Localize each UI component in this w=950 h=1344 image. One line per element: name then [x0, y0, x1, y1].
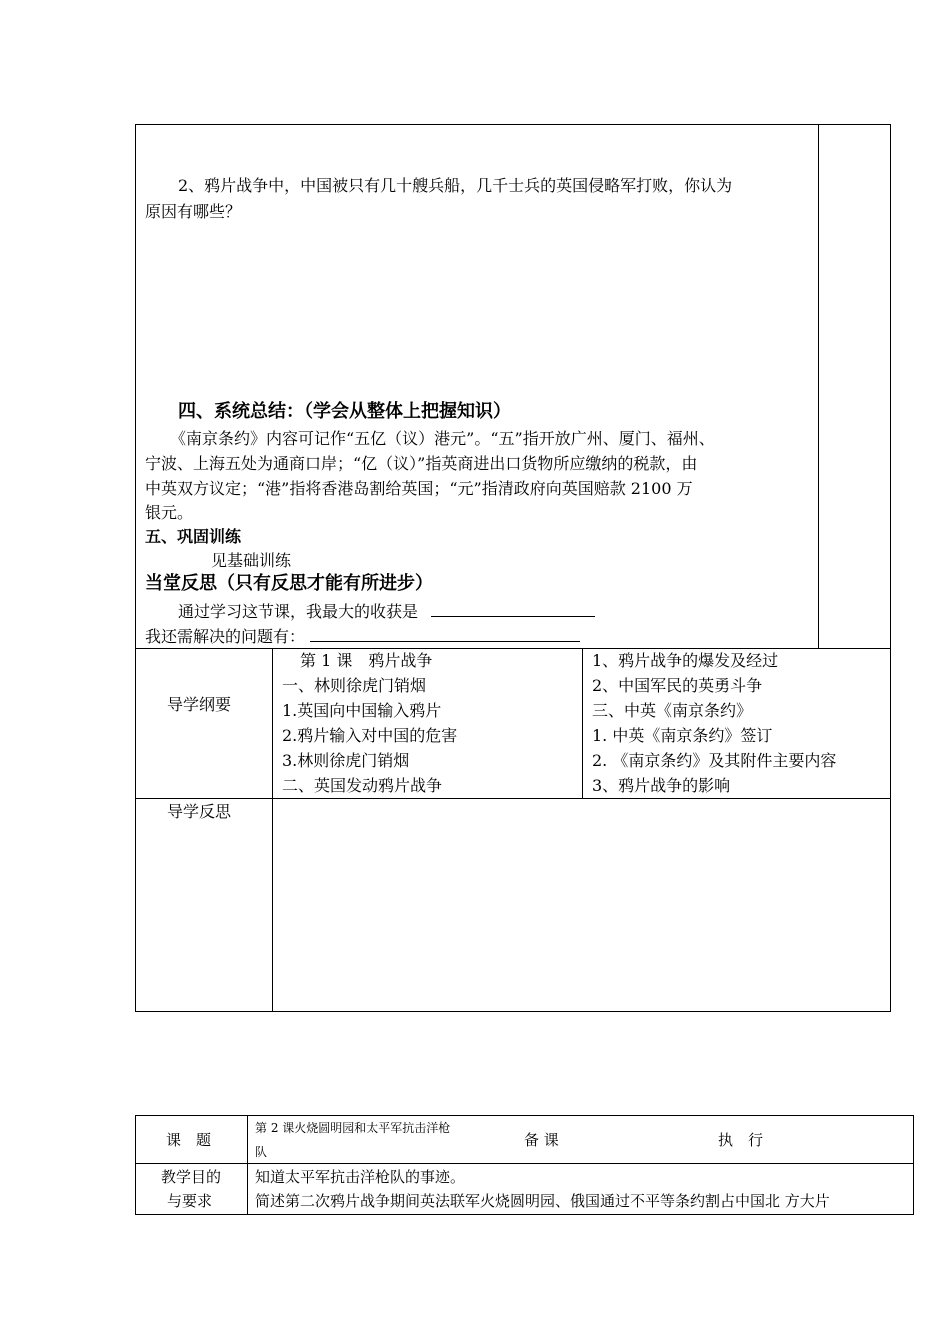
outline-left-item: 3.林则徐虎门销烟	[282, 751, 410, 770]
goal-line-1: 知道太平军抗击洋枪队的事迹。	[255, 1168, 466, 1186]
lesson2-label-divider	[247, 1115, 248, 1215]
exec-label: 执 行	[718, 1131, 764, 1149]
guide-reflection-label: 导学反思	[167, 802, 232, 821]
practice-heading: 五、巩固训练	[145, 527, 242, 546]
lesson2-border-top	[135, 1115, 914, 1116]
lesson2-row-divider	[135, 1163, 914, 1164]
topic-label: 课 题	[166, 1131, 212, 1149]
outline-right-item: 1. 中英《南京条约》签订	[592, 726, 773, 745]
lesson2-border-left	[135, 1115, 136, 1215]
reflection-heading: 当堂反思（只有反思才能有所进步）	[145, 573, 433, 594]
summary-line-1: 《南京条约》内容可记作“五亿（议）港元”。“五”指开放广州、厦门、福州、	[170, 429, 715, 448]
table-border-bottom	[135, 1011, 891, 1012]
table-border-left	[135, 124, 136, 1012]
problem-answer-blank[interactable]	[310, 625, 580, 642]
summary-line-3: 中英双方议定；“港”指将香港岛割给英国；“元”指清政府向英国赔款 2100 万	[145, 479, 693, 498]
gain-answer-blank[interactable]	[431, 600, 595, 617]
goal-label-line-2: 与要求	[167, 1192, 213, 1210]
summary-line-2: 宁波、上海五处为通商口岸；“亿（议）”指英商进出口货物所应缴纳的税款，由	[145, 454, 698, 473]
outline-label: 导学纲要	[167, 695, 232, 714]
reflection-problem	[145, 625, 580, 647]
goal-label-line-1: 教学目的	[161, 1168, 222, 1186]
outline-right-item: 2. 《南京条约》及其附件主要内容	[592, 751, 837, 770]
goal-line-2: 简述第二次鸦片战争期间英法联军火烧圆明园、俄国通过不平等条约割占中国北 方大片	[255, 1192, 830, 1210]
guide-reflection-area[interactable]	[274, 800, 889, 1010]
summary-heading: 四、系统总结：（学会从整体上把握知识）	[178, 401, 511, 422]
prep-label: 备 课	[524, 1131, 559, 1149]
lesson2-border-right	[913, 1115, 914, 1215]
outline-left-item: 一、林则徐虎门销烟	[282, 676, 427, 695]
outline-left-item: 二、英国发动鸦片战争	[282, 776, 443, 795]
table-column-divider	[818, 124, 819, 648]
outline-left-item: 第 1 课 鸦片战争	[300, 651, 433, 670]
summary-line-4: 银元。	[145, 503, 194, 522]
reflection-gain-label: 通过学习这节课，我最大的收获是	[178, 602, 419, 621]
topic-title-line-1: 第 2 课火烧圆明园和太平军抗击洋枪	[255, 1121, 451, 1135]
row-divider-outline	[135, 648, 891, 649]
table-border-top	[135, 124, 891, 125]
outline-column-divider	[582, 648, 583, 798]
outline-right-item: 1、鸦片战争的爆发及经过	[592, 651, 779, 670]
reflection-problem-label: 我还需解决的问题有：	[145, 627, 306, 646]
label-column-divider	[272, 648, 273, 1012]
outline-right-item: 三、中英《南京条约》	[592, 701, 753, 720]
question-2-line-1: 2、鸦片战争中，中国被只有几十艘兵船，几千士兵的英国侵略军打败，你认为	[178, 176, 733, 195]
question-2-line-2: 原因有哪些？	[145, 202, 242, 221]
topic-title-line-2: 队	[255, 1145, 268, 1159]
lesson2-border-bottom	[135, 1214, 914, 1215]
outline-left-item: 2.鸦片输入对中国的危害	[282, 726, 458, 745]
practice-text: 见基础训练	[211, 551, 292, 570]
table-border-right	[890, 124, 891, 1012]
reflection-gain	[178, 600, 595, 622]
outline-left-item: 1.英国向中国输入鸦片	[282, 701, 442, 720]
row-divider-reflection	[135, 798, 891, 799]
outline-right-item: 3、鸦片战争的影响	[592, 776, 731, 795]
outline-right-item: 2、中国军民的英勇斗争	[592, 676, 763, 695]
